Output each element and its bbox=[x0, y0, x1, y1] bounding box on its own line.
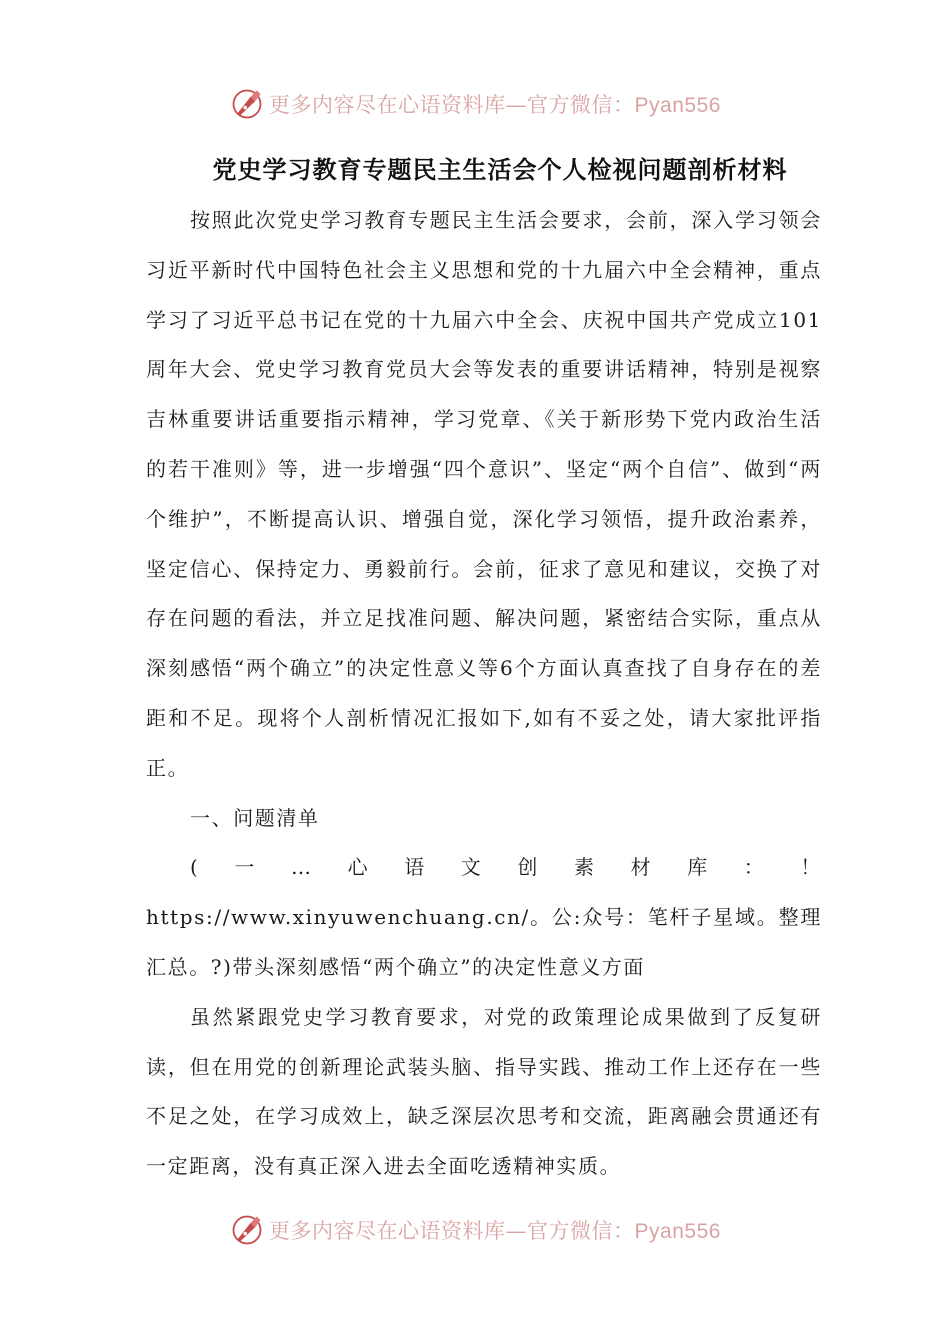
watermark-handle: Pyan556 bbox=[634, 94, 721, 117]
subsection-heading: (一…心语文创素材库：！https://www.xinyuwenchuang.cn/。公:众号：笔杆子星域。整理汇总。?)带头深刻感悟“两个确立”的决定性意义方面 bbox=[146, 855, 822, 979]
section-heading: 一、问题清单 bbox=[190, 805, 320, 830]
header-watermark bbox=[0, 84, 950, 124]
intro-paragraph: 按照此次党史学习教育专题民主生活会要求，会前，深入学习领会习近平新时代中国特色社会主义思想和党的十九届六中全会精神，重点学习了习近平总书记在党的十九届六中全会、庆祝中国共产党成立101周年大会、党史学习教育党员大会等发表的重要讲话精神，特别是视察吉林重要讲话重要指示精神，学习党章、《关于新形势下党内政治生活的若干准则》等，进一步增强“四个意识”、坚定“两个自信”、做到“两个维护”，不断提高认识、增强自觉，深化学习领悟，提升政治素养，坚定信心、保持定力、勇毅前行。会前，征求了意见和建议，交换了对存在问题的看法，并立足找准问题、解决问题，紧密结合实际，重点从深刻感悟“两个确立”的决定性意义等6个方面认真查找了自身存在的差距和不足。现将个人剖析情况汇报如下,如有不妥之处，请大家批评指正。 bbox=[146, 208, 822, 780]
pen-nib-logo-icon bbox=[229, 86, 265, 122]
document-body bbox=[146, 196, 822, 1192]
footer-watermark bbox=[0, 1210, 950, 1250]
pen-nib-logo-icon bbox=[229, 1212, 265, 1248]
body-paragraph: 虽然紧跟党史学习教育要求，对党的政策理论成果做到了反复研读，但在用党的创新理论武装头脑、指导实践、推动工作上还存在一些不足之处，在学习成效上，缺乏深层次思考和交流，距离融会贯通还有一定距离，没有真正深入进去全面吃透精神实质。 bbox=[146, 1004, 822, 1179]
document-title: 党史学习教育专题民主生活会个人检视问题剖析材料 bbox=[212, 155, 788, 184]
watermark-text: 更多内容尽在心语资料库—官方微信：Pyan556 bbox=[269, 1219, 721, 1243]
watermark-text: 更多内容尽在心语资料库—官方微信：Pyan556 bbox=[269, 93, 721, 117]
watermark-handle: Pyan556 bbox=[634, 1220, 721, 1243]
